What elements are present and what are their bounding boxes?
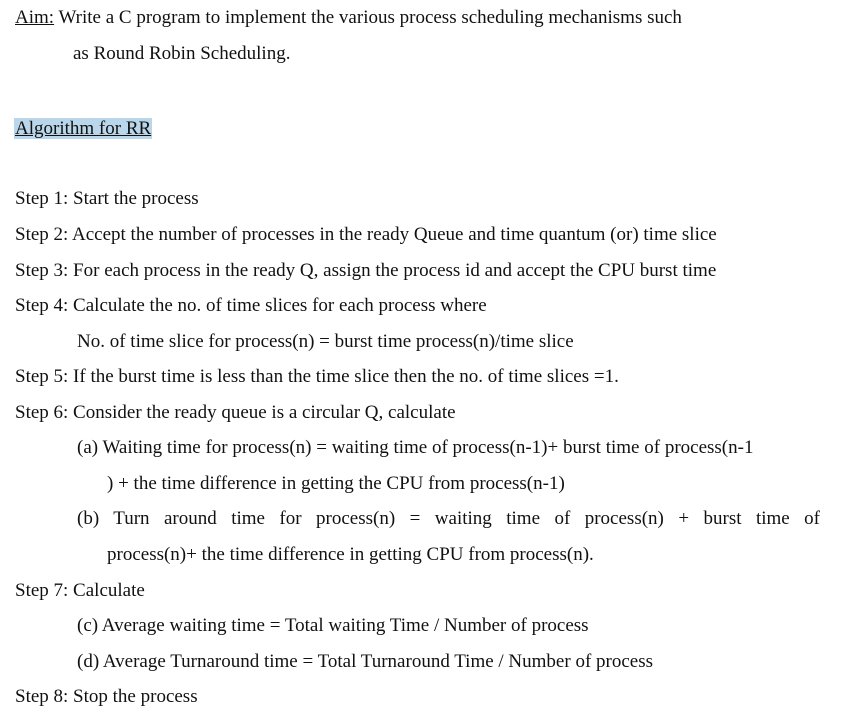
- step-8: Step 8: Stop the process: [15, 686, 198, 707]
- heading-text: Algorithm for RR: [15, 118, 152, 139]
- step-4: Step 4: Calculate the no. of time slices for each process where: [15, 295, 487, 316]
- aim-line-2: as Round Robin Scheduling.: [73, 43, 291, 64]
- step-6: Step 6: Consider the ready queue is a circular Q, calculate: [15, 402, 456, 423]
- step-6a-line-1: (a) Waiting time for process(n) = waiting time of process(n-1)+ burst time of process(n-1: [77, 437, 754, 458]
- step-5: Step 5: If the burst time is less than the time slice then the no. of time slices =1.: [15, 366, 619, 387]
- section-heading: [14, 118, 152, 140]
- step-7c: (c) Average waiting time = Total waiting Time / Number of process: [77, 615, 589, 636]
- step-7: Step 7: Calculate: [15, 580, 145, 601]
- step-6a-line-2: ) + the time difference in getting the CPU from process(n-1): [107, 473, 565, 494]
- step-1: Step 1: Start the process: [15, 188, 199, 209]
- step-4-detail: No. of time slice for process(n) = burst time process(n)/time slice: [77, 331, 574, 352]
- aim-label: Aim:: [15, 7, 55, 28]
- step-6b-line-1: (b) Turn around time for process(n) = waiting time of process(n) + burst time of: [77, 508, 820, 529]
- step-2: Step 2: Accept the number of processes in the ready Queue and time quantum (or) time slice: [15, 224, 717, 245]
- step-3: Step 3: For each process in the ready Q, assign the process id and accept the CPU burst time: [15, 260, 717, 281]
- aim-line-1: [15, 7, 682, 29]
- step-7d: (d) Average Turnaround time = Total Turnaround Time / Number of process: [77, 651, 654, 672]
- aim-text: Write a C program to implement the various process scheduling mechanisms such: [54, 7, 682, 28]
- step-6b-line-2: process(n)+ the time difference in getting CPU from process(n).: [107, 544, 594, 565]
